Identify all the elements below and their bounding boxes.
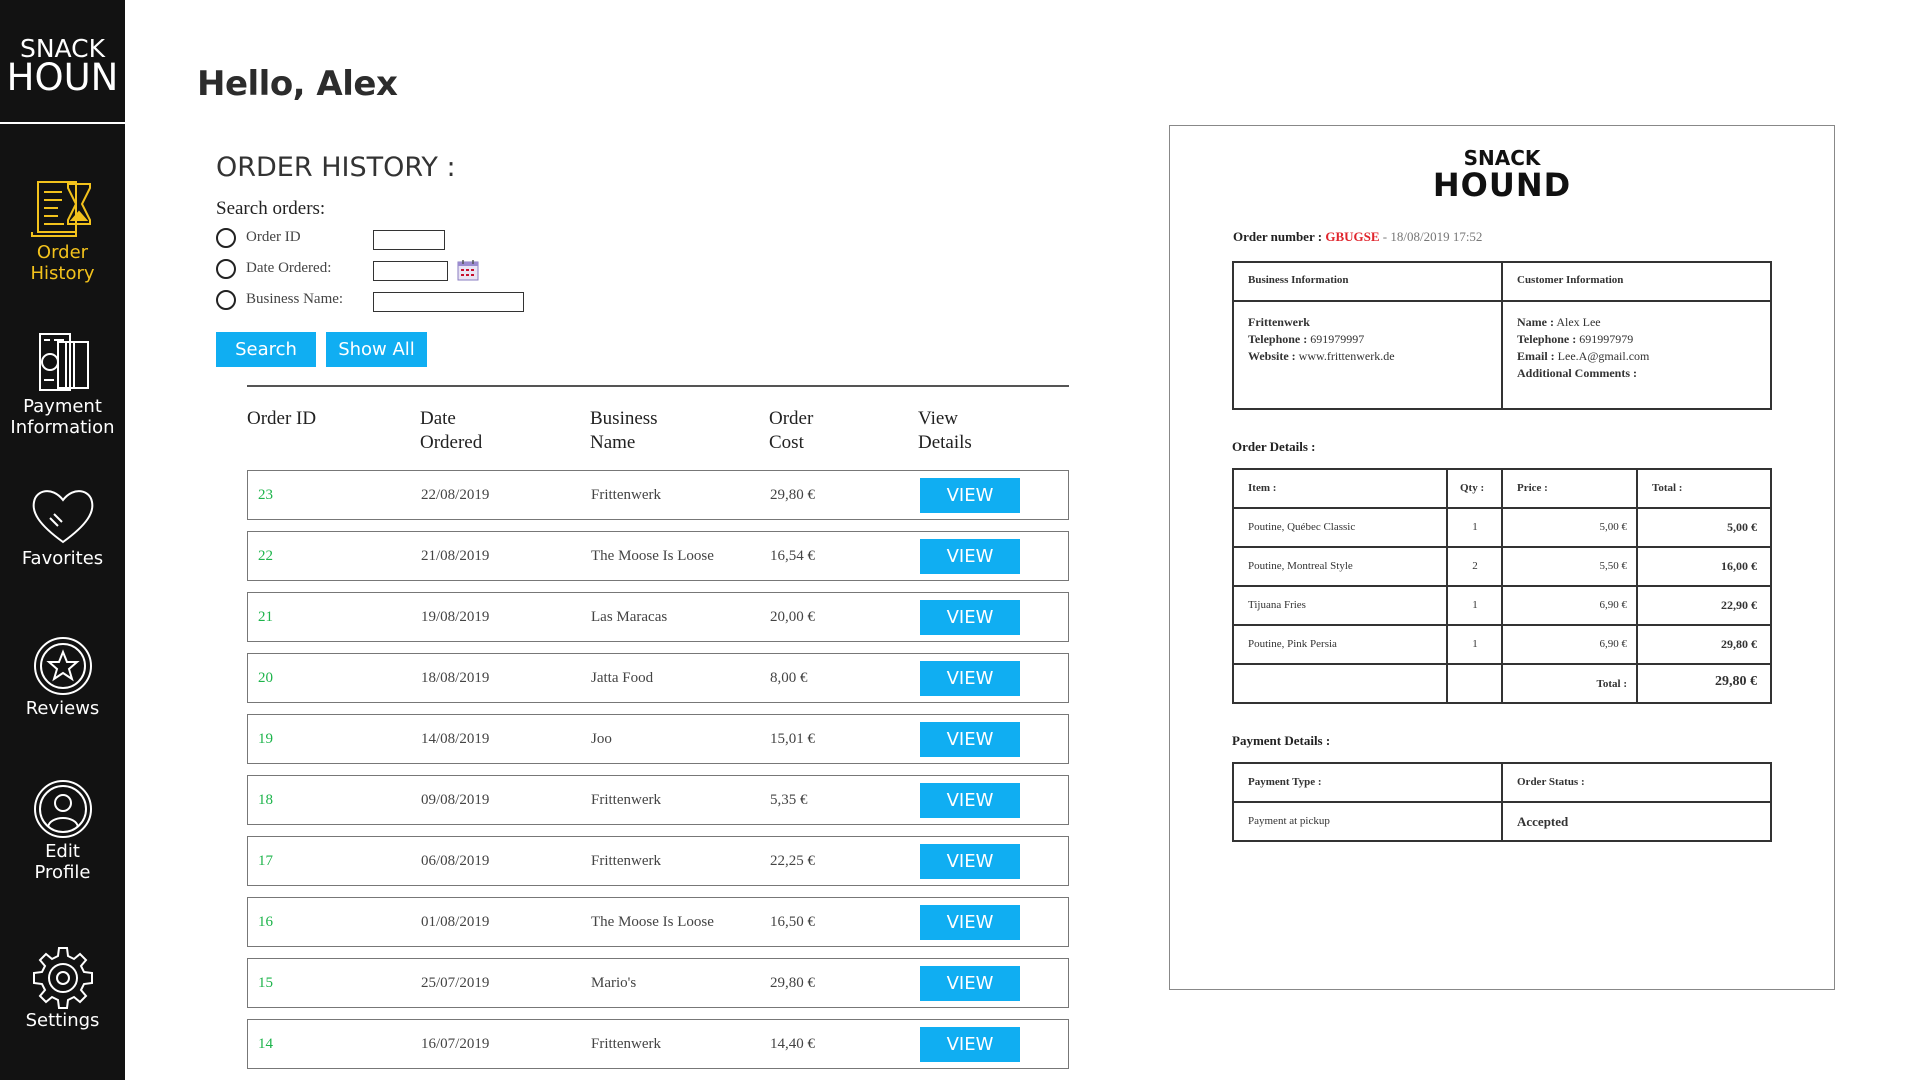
view-button[interactable]: VIEW xyxy=(920,966,1020,1001)
view-button[interactable]: VIEW xyxy=(920,783,1020,818)
business-website xyxy=(1248,348,1395,365)
item-qty-cell: 1 xyxy=(1472,599,1478,611)
column-header-date-ordered xyxy=(420,407,482,455)
business-info-block xyxy=(1248,314,1395,365)
price-header: Price : xyxy=(1517,482,1548,494)
column-header-text: Order xyxy=(769,408,814,429)
order-number-line xyxy=(1233,229,1482,245)
item-name-cell: Poutine, Pink Persia xyxy=(1248,638,1337,650)
order-id-cell: 17 xyxy=(258,853,273,869)
customer-comments-label: Additional Comments : xyxy=(1517,366,1638,380)
order-id-cell: 18 xyxy=(258,792,273,808)
business-cell: Frittenwerk xyxy=(591,1036,661,1052)
qty-header: Qty : xyxy=(1460,482,1485,494)
column-header-order-id xyxy=(247,407,316,431)
sidebar-item-edit-profile[interactable] xyxy=(0,777,125,883)
cost-cell: 16,50 € xyxy=(770,914,815,930)
table-row xyxy=(247,897,1069,947)
sidebar-item-reviews[interactable] xyxy=(0,634,125,719)
business-cell: Las Maracas xyxy=(591,609,668,625)
sidebar-item-label: Order xyxy=(36,242,89,263)
table-row xyxy=(247,1019,1069,1069)
sidebar-item-favorites[interactable] xyxy=(0,484,125,569)
cost-cell: 29,80 € xyxy=(770,975,815,991)
business-info-header: Business Information xyxy=(1248,274,1349,286)
item-qty-cell: 2 xyxy=(1472,560,1478,572)
brand-logo[interactable] xyxy=(0,0,125,124)
sidebar xyxy=(0,0,125,1080)
business-cell: Joo xyxy=(591,731,612,747)
order-id-cell: 23 xyxy=(258,487,273,503)
grand-total-label: Total : xyxy=(1596,678,1627,690)
column-header-order-cost xyxy=(769,407,813,455)
item-name-cell: Poutine, Montreal Style xyxy=(1248,560,1353,572)
business-telephone-label: Telephone : xyxy=(1248,332,1308,346)
column-header-text: Order ID xyxy=(247,408,317,429)
sidebar-item-label-2: Profile xyxy=(34,862,91,883)
item-total-cell: 29,80 € xyxy=(1721,637,1757,651)
search-button[interactable]: Search xyxy=(216,332,316,367)
sidebar-item-label: Settings xyxy=(25,1010,100,1031)
cost-cell: 22,25 € xyxy=(770,853,815,869)
business-website-label: Website : xyxy=(1248,349,1296,363)
column-header-text: Business xyxy=(590,408,658,429)
business-cell: Mario's xyxy=(591,975,637,991)
search-option-business-name[interactable] xyxy=(216,290,366,314)
column-header-text-2: Details xyxy=(918,432,972,453)
sidebar-item-label: Payment xyxy=(23,396,102,417)
info-header-line xyxy=(1234,300,1770,302)
items-row-divider xyxy=(1234,546,1770,548)
item-price-cell: 6,90 € xyxy=(1599,599,1627,611)
customer-telephone-value: 691997979 xyxy=(1579,332,1634,346)
view-button[interactable]: VIEW xyxy=(920,844,1020,879)
info-divider xyxy=(1501,263,1503,408)
order-id-input[interactable] xyxy=(373,230,445,250)
order-id-cell: 20 xyxy=(258,670,273,686)
order-history-icon xyxy=(28,178,98,242)
table-row xyxy=(247,531,1069,581)
business-website-value: www.frittenwerk.de xyxy=(1298,349,1395,363)
brand-line2: HOUN xyxy=(6,56,119,99)
sidebar-item-order-history[interactable] xyxy=(0,178,125,284)
divider xyxy=(247,385,1069,387)
receipt-logo-line2: HOUND xyxy=(1432,166,1572,204)
column-header-text-2: Name xyxy=(590,432,636,453)
item-qty-cell: 1 xyxy=(1472,638,1478,650)
customer-info-block xyxy=(1517,314,1649,382)
table-row xyxy=(247,653,1069,703)
date-cell: 19/08/2019 xyxy=(421,609,490,625)
cost-cell: 16,54 € xyxy=(770,548,815,564)
item-price-cell: 5,50 € xyxy=(1599,560,1627,572)
customer-email-label: Email : xyxy=(1517,349,1555,363)
date-cell: 14/08/2019 xyxy=(421,731,490,747)
item-qty-cell: 1 xyxy=(1472,521,1478,533)
items-row-divider xyxy=(1234,624,1770,626)
view-button[interactable]: VIEW xyxy=(920,722,1020,757)
business-name: Frittenwerk xyxy=(1248,315,1310,329)
business-name-input[interactable] xyxy=(373,292,524,312)
business-cell: Frittenwerk xyxy=(591,792,661,808)
view-button[interactable]: VIEW xyxy=(920,661,1020,696)
profile-icon xyxy=(28,777,98,841)
item-header: Item : xyxy=(1248,482,1277,494)
view-button[interactable]: VIEW xyxy=(920,600,1020,635)
show-all-button[interactable]: Show All xyxy=(326,332,427,367)
customer-name xyxy=(1517,314,1649,331)
column-header-text: View xyxy=(918,408,959,429)
date-cell: 25/07/2019 xyxy=(421,975,490,991)
payment-details-title: Payment Details : xyxy=(1232,733,1331,748)
date-cell: 21/08/2019 xyxy=(421,548,490,564)
cost-cell: 20,00 € xyxy=(770,609,815,625)
customer-email xyxy=(1517,348,1649,365)
date-cell: 16/07/2019 xyxy=(421,1036,490,1052)
sidebar-item-label-2: History xyxy=(30,263,95,284)
date-cell: 18/08/2019 xyxy=(421,670,490,686)
order-id-radio-label: Order ID xyxy=(246,229,301,245)
items-row-divider xyxy=(1234,585,1770,587)
column-header-text: Date xyxy=(420,408,456,429)
cost-cell: 14,40 € xyxy=(770,1036,815,1052)
business-cell: Frittenwerk xyxy=(591,853,661,869)
order-status-value: Accepted xyxy=(1517,814,1569,829)
column-header-business-name xyxy=(590,407,658,455)
order-history-title: ORDER HISTORY : xyxy=(216,152,456,183)
total-header: Total : xyxy=(1652,482,1683,494)
customer-name-value: Alex Lee xyxy=(1556,315,1601,329)
search-option-date-ordered[interactable] xyxy=(216,259,366,283)
order-number-label: Order number : xyxy=(1233,229,1323,244)
star-icon xyxy=(28,634,98,698)
business-name-radio-label: Business Name: xyxy=(246,291,344,307)
sidebar-item-label: Edit xyxy=(45,841,80,862)
view-button[interactable]: VIEW xyxy=(920,1027,1020,1062)
greeting-title: Hello, Alex xyxy=(197,64,398,104)
receipt-logo-line1: SNACK xyxy=(1463,146,1541,170)
customer-telephone xyxy=(1517,331,1649,348)
payment-table xyxy=(1232,762,1772,842)
grand-total-value: 29,80 € xyxy=(1715,674,1757,689)
calendar-icon[interactable] xyxy=(457,259,479,281)
sidebar-item-label-2: Information xyxy=(10,417,115,438)
cost-cell: 5,35 € xyxy=(770,792,808,808)
payment-type-label: Payment Type : xyxy=(1248,776,1322,788)
order-id-cell: 16 xyxy=(258,914,273,930)
cost-cell: 29,80 € xyxy=(770,487,815,503)
payment-type-value: Payment at pickup xyxy=(1248,815,1330,827)
item-name-cell: Tijuana Fries xyxy=(1248,599,1306,611)
item-total-cell: 16,00 € xyxy=(1721,559,1757,573)
business-cell: Jatta Food xyxy=(591,670,654,686)
sidebar-item-settings[interactable] xyxy=(0,946,125,1031)
order-id-cell: 19 xyxy=(258,731,273,747)
column-header-text-2: Ordered xyxy=(420,432,483,453)
item-total-cell: 22,90 € xyxy=(1721,598,1757,612)
table-row xyxy=(247,958,1069,1008)
items-row-divider xyxy=(1234,663,1770,665)
table-row xyxy=(247,775,1069,825)
gear-icon xyxy=(28,946,98,1010)
date-cell: 06/08/2019 xyxy=(421,853,490,869)
sidebar-item-payment-information[interactable] xyxy=(0,332,125,438)
brand-line1: SNACK xyxy=(19,34,106,63)
view-button[interactable]: VIEW xyxy=(920,905,1020,940)
items-table xyxy=(1232,468,1772,704)
order-id-cell: 21 xyxy=(258,609,273,625)
customer-email-value: Lee.A@gmail.com xyxy=(1557,349,1650,363)
order-details-title: Order Details : xyxy=(1232,439,1316,454)
heart-icon xyxy=(28,484,98,548)
order-id-radio[interactable] xyxy=(216,228,236,248)
item-price-cell: 6,90 € xyxy=(1599,638,1627,650)
column-header-text-2: Cost xyxy=(769,432,804,453)
order-status-label: Order Status : xyxy=(1517,776,1585,788)
item-total-cell: 5,00 € xyxy=(1727,520,1757,534)
table-row xyxy=(247,836,1069,886)
business-telephone xyxy=(1248,331,1395,348)
cost-cell: 15,01 € xyxy=(770,731,815,747)
info-table xyxy=(1232,261,1772,410)
business-name-radio[interactable] xyxy=(216,290,236,310)
business-cell: The Moose Is Loose xyxy=(591,548,714,564)
payment-icon xyxy=(28,332,98,396)
table-row xyxy=(247,592,1069,642)
payment-row-divider xyxy=(1234,801,1770,803)
order-datetime: - 18/08/2019 17:52 xyxy=(1382,229,1483,244)
table-row xyxy=(247,714,1069,764)
date-cell: 22/08/2019 xyxy=(421,487,490,503)
order-id-cell: 22 xyxy=(258,548,273,564)
date-ordered-radio-label: Date Ordered: xyxy=(246,260,332,276)
view-button[interactable]: VIEW xyxy=(920,478,1020,513)
customer-name-label: Name : xyxy=(1517,315,1554,329)
customer-info-header: Customer Information xyxy=(1517,274,1624,286)
table-row xyxy=(247,470,1069,520)
view-button[interactable]: VIEW xyxy=(920,539,1020,574)
order-id-cell: 15 xyxy=(258,975,273,991)
sidebar-item-label: Reviews xyxy=(25,698,100,719)
date-ordered-radio[interactable] xyxy=(216,259,236,279)
business-cell: The Moose Is Loose xyxy=(591,914,714,930)
business-telephone-value: 691979997 xyxy=(1310,332,1365,346)
order-id-cell: 14 xyxy=(258,1036,273,1052)
item-name-cell: Poutine, Québec Classic xyxy=(1248,521,1356,533)
date-cell: 09/08/2019 xyxy=(421,792,490,808)
column-header-view-details xyxy=(918,407,972,455)
search-orders-title: Search orders: xyxy=(216,198,326,219)
date-ordered-input[interactable] xyxy=(373,261,448,281)
date-cell: 01/08/2019 xyxy=(421,914,490,930)
order-receipt xyxy=(1169,125,1835,990)
sidebar-item-label: Favorites xyxy=(21,548,104,569)
item-price-cell: 5,00 € xyxy=(1599,521,1627,533)
order-code: GBUGSE xyxy=(1325,229,1380,244)
customer-telephone-label: Telephone : xyxy=(1517,332,1577,346)
items-row-divider xyxy=(1234,507,1770,509)
business-cell: Frittenwerk xyxy=(591,487,661,503)
cost-cell: 8,00 € xyxy=(770,670,808,686)
